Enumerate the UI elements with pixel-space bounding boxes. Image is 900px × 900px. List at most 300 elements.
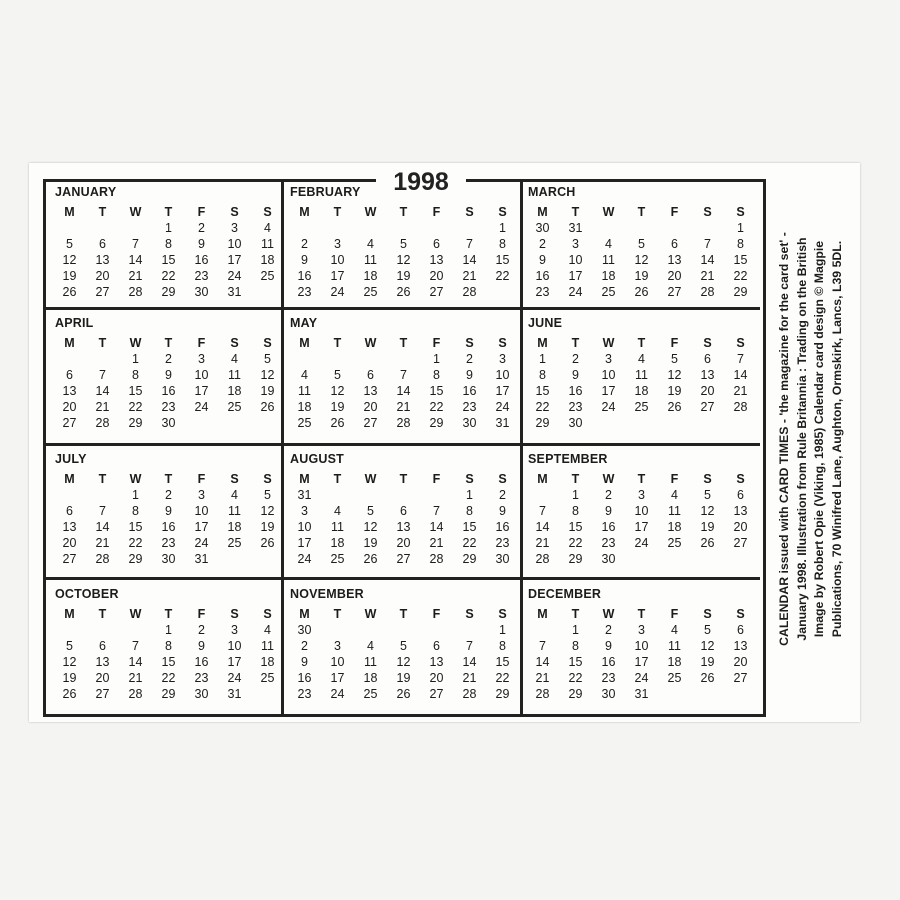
weekday-header: S: [263, 472, 272, 486]
day-cell: 2: [605, 488, 612, 502]
weekday-header: T: [637, 336, 646, 350]
day-cell: 4: [671, 488, 678, 502]
day-cell: 27: [733, 671, 748, 685]
month-name: DECEMBER: [528, 587, 602, 601]
day-cell: 1: [165, 221, 172, 235]
day-cell: 11: [635, 368, 648, 382]
day-cell: 17: [227, 253, 242, 267]
day-cell: 19: [700, 655, 715, 669]
day-cell: [354, 487, 387, 503]
day-cell: 19: [330, 400, 345, 414]
day-cell: 21: [462, 671, 477, 685]
day-cell: 14: [462, 253, 477, 267]
weekday-header: T: [164, 472, 173, 486]
month-name: APRIL: [55, 316, 94, 330]
day-cell: 9: [466, 368, 473, 382]
day-cell: 8: [539, 368, 546, 382]
day-cell: 13: [62, 520, 77, 534]
day-cell: 5: [66, 237, 73, 251]
day-cell: [625, 415, 658, 431]
day-cell: 25: [667, 671, 682, 685]
day-cell: 8: [132, 504, 139, 518]
day-cell: 8: [737, 237, 744, 251]
day-cell: 27: [95, 285, 110, 299]
day-cell: 3: [638, 623, 645, 637]
day-cell: [592, 220, 625, 236]
day-cell: 25: [634, 400, 649, 414]
day-cell: 2: [499, 488, 506, 502]
month-name: NOVEMBER: [290, 587, 364, 601]
day-cell: 8: [165, 639, 172, 653]
day-cell: 22: [568, 536, 583, 550]
day-cell: 7: [466, 639, 473, 653]
day-cell: 17: [634, 655, 649, 669]
day-cell: 31: [227, 285, 242, 299]
day-cell: 26: [330, 416, 345, 430]
day-cell: 15: [161, 253, 176, 267]
day-cell: 18: [667, 520, 682, 534]
day-cell: 11: [261, 639, 274, 653]
day-cell: 30: [297, 623, 312, 637]
month-name: MARCH: [528, 185, 576, 199]
day-cell: 7: [132, 237, 139, 251]
day-cell: 6: [704, 352, 711, 366]
day-cell: 16: [297, 671, 312, 685]
day-cell: [658, 551, 691, 567]
weekday-header: F: [432, 205, 441, 219]
weekday-header: F: [432, 607, 441, 621]
day-cell: 4: [264, 221, 271, 235]
weekday-header: M: [537, 472, 548, 486]
day-cell: 22: [568, 671, 583, 685]
day-cell: 10: [194, 368, 209, 382]
day-cell: 16: [161, 520, 176, 534]
month-may: [288, 316, 518, 444]
day-cell: 5: [264, 352, 271, 366]
day-cell: 28: [396, 416, 411, 430]
weekday-header: T: [98, 472, 107, 486]
weekday-header: F: [197, 205, 206, 219]
day-cell: 9: [301, 253, 308, 267]
day-cell: 2: [301, 237, 308, 251]
day-cell: [288, 220, 321, 236]
day-cell: 14: [95, 520, 110, 534]
day-cell: 12: [62, 655, 77, 669]
day-cell: [691, 220, 724, 236]
day-cell: [53, 351, 86, 367]
day-cell: 12: [62, 253, 77, 267]
day-cell: 29: [128, 552, 143, 566]
day-cell: 19: [634, 269, 649, 283]
day-cell: 21: [128, 269, 143, 283]
day-cell: 20: [62, 400, 77, 414]
day-cell: 17: [227, 655, 242, 669]
day-cell: 3: [198, 352, 205, 366]
day-grid: [288, 606, 519, 702]
day-cell: 13: [429, 655, 444, 669]
weekday-header: T: [571, 336, 580, 350]
day-cell: 17: [634, 520, 649, 534]
day-cell: 25: [601, 285, 616, 299]
weekday-header: T: [399, 336, 408, 350]
day-cell: [691, 551, 724, 567]
day-cell: 25: [297, 416, 312, 430]
day-cell: 9: [198, 237, 205, 251]
day-cell: [119, 220, 152, 236]
day-cell: 17: [601, 384, 616, 398]
day-cell: 14: [535, 655, 550, 669]
day-cell: 6: [66, 504, 73, 518]
month-july: [53, 452, 283, 580]
day-cell: 30: [161, 416, 176, 430]
credit-line: January 1998. Illustration from Rule Britannia : Trading on the British: [794, 237, 809, 641]
weekday-header: S: [230, 205, 239, 219]
weekday-header: T: [571, 205, 580, 219]
day-cell: [251, 551, 284, 567]
day-cell: 28: [128, 687, 143, 701]
day-cell: 29: [128, 416, 143, 430]
day-cell: 2: [165, 488, 172, 502]
day-cell: 9: [605, 504, 612, 518]
day-cell: 7: [433, 504, 440, 518]
day-cell: 30: [535, 221, 550, 235]
day-cell: 11: [298, 384, 311, 398]
day-cell: 9: [165, 368, 172, 382]
day-cell: 19: [396, 269, 411, 283]
day-cell: 15: [495, 655, 510, 669]
day-cell: 29: [568, 552, 583, 566]
day-cell: [321, 351, 354, 367]
day-cell: 4: [638, 352, 645, 366]
day-cell: 15: [161, 655, 176, 669]
day-cell: [420, 622, 453, 638]
day-cell: 2: [198, 623, 205, 637]
day-cell: 14: [733, 368, 748, 382]
day-cell: [53, 220, 86, 236]
day-cell: 28: [462, 687, 477, 701]
weekday-header: W: [129, 336, 142, 350]
day-cell: 15: [733, 253, 748, 267]
day-cell: 27: [733, 536, 748, 550]
weekday-header: F: [670, 205, 679, 219]
day-cell: 19: [62, 269, 77, 283]
day-cell: 30: [601, 687, 616, 701]
day-cell: 29: [733, 285, 748, 299]
weekday-header: F: [197, 472, 206, 486]
day-cell: 24: [227, 269, 242, 283]
day-cell: 20: [396, 536, 411, 550]
day-cell: 27: [62, 416, 77, 430]
day-cell: 4: [367, 639, 374, 653]
weekday-header: M: [299, 205, 310, 219]
day-cell: 23: [535, 285, 550, 299]
day-cell: 23: [194, 671, 209, 685]
day-cell: 25: [260, 269, 275, 283]
day-cell: 12: [667, 368, 682, 382]
day-cell: 26: [634, 285, 649, 299]
weekday-header: T: [333, 607, 342, 621]
day-cell: 4: [231, 488, 238, 502]
day-cell: [420, 487, 453, 503]
weekday-header: T: [98, 607, 107, 621]
weekday-header: S: [465, 205, 474, 219]
day-cell: 6: [737, 623, 744, 637]
weekday-header: M: [64, 607, 75, 621]
day-cell: 4: [367, 237, 374, 251]
month-september: [526, 452, 756, 580]
day-cell: [321, 487, 354, 503]
day-cell: 20: [667, 269, 682, 283]
day-cell: 31: [194, 552, 209, 566]
day-cell: 10: [601, 368, 616, 382]
day-cell: [218, 415, 251, 431]
day-cell: 27: [429, 687, 444, 701]
day-cell: 21: [535, 671, 550, 685]
day-cell: 26: [363, 552, 378, 566]
day-cell: 18: [601, 269, 616, 283]
day-cell: 15: [128, 384, 143, 398]
day-cell: 27: [363, 416, 378, 430]
day-cell: 8: [466, 504, 473, 518]
weekday-header: S: [736, 205, 745, 219]
weekday-header: W: [602, 607, 615, 621]
day-cell: 30: [568, 416, 583, 430]
day-cell: 4: [231, 352, 238, 366]
day-cell: 10: [568, 253, 583, 267]
day-cell: 26: [260, 400, 275, 414]
day-cell: 31: [634, 687, 649, 701]
credit-line: Image by Robert Opie (Viking, 1985) Calendar card design © Magpie: [812, 240, 826, 638]
day-cell: 19: [363, 536, 378, 550]
day-cell: 6: [99, 639, 106, 653]
day-cell: 23: [495, 536, 510, 550]
day-cell: 15: [495, 253, 510, 267]
day-cell: 15: [462, 520, 477, 534]
day-cell: 15: [568, 520, 583, 534]
day-cell: 16: [297, 269, 312, 283]
day-cell: 8: [572, 504, 579, 518]
weekday-header: T: [333, 336, 342, 350]
day-cell: 10: [330, 655, 345, 669]
day-cell: 30: [161, 552, 176, 566]
day-cell: 31: [227, 687, 242, 701]
day-cell: [86, 220, 119, 236]
day-cell: 16: [535, 269, 550, 283]
day-cell: 8: [132, 368, 139, 382]
day-cell: 13: [363, 384, 378, 398]
day-cell: 8: [499, 237, 506, 251]
day-cell: [453, 622, 486, 638]
day-cell: [53, 487, 86, 503]
weekday-header: S: [498, 607, 507, 621]
day-cell: 10: [227, 237, 242, 251]
day-cell: 30: [194, 285, 209, 299]
day-cell: 26: [667, 400, 682, 414]
day-cell: 31: [495, 416, 510, 430]
day-cell: 12: [396, 253, 411, 267]
day-cell: 7: [99, 368, 106, 382]
day-cell: [387, 622, 420, 638]
day-cell: 5: [66, 639, 73, 653]
weekday-header: S: [230, 472, 239, 486]
day-cell: 5: [704, 623, 711, 637]
day-cell: [625, 551, 658, 567]
day-cell: 23: [601, 536, 616, 550]
day-cell: 22: [495, 269, 510, 283]
day-cell: 9: [499, 504, 506, 518]
day-cell: [185, 415, 218, 431]
day-cell: 10: [330, 253, 345, 267]
day-cell: 28: [95, 416, 110, 430]
day-cell: [420, 220, 453, 236]
day-cell: [453, 220, 486, 236]
day-cell: 21: [733, 384, 748, 398]
day-cell: 18: [667, 655, 682, 669]
day-cell: 21: [396, 400, 411, 414]
day-cell: 24: [330, 687, 345, 701]
day-cell: 12: [330, 384, 345, 398]
month-august: [288, 452, 518, 580]
weekday-header: S: [703, 607, 712, 621]
weekday-header: T: [571, 607, 580, 621]
day-cell: 14: [462, 655, 477, 669]
day-cell: 13: [733, 504, 748, 518]
day-cell: [658, 686, 691, 702]
weekday-header: T: [637, 607, 646, 621]
day-cell: 19: [62, 671, 77, 685]
day-cell: 7: [466, 237, 473, 251]
day-cell: 12: [700, 504, 715, 518]
day-cell: 22: [495, 671, 510, 685]
day-cell: 16: [568, 384, 583, 398]
calendar-year: 1998: [376, 166, 466, 198]
day-cell: 24: [601, 400, 616, 414]
day-cell: 21: [95, 400, 110, 414]
weekday-header: T: [98, 205, 107, 219]
day-cell: 12: [363, 520, 378, 534]
day-cell: 23: [601, 671, 616, 685]
day-cell: 11: [228, 368, 241, 382]
day-cell: 17: [330, 671, 345, 685]
day-cell: 13: [429, 253, 444, 267]
day-cell: 28: [535, 552, 550, 566]
day-cell: 28: [128, 285, 143, 299]
weekday-header: T: [399, 607, 408, 621]
day-cell: 16: [462, 384, 477, 398]
day-cell: 10: [194, 504, 209, 518]
weekday-header: T: [333, 472, 342, 486]
day-cell: 3: [572, 237, 579, 251]
day-cell: 8: [572, 639, 579, 653]
day-cell: 26: [396, 285, 411, 299]
day-cell: 6: [433, 237, 440, 251]
day-grid: [288, 335, 519, 431]
day-cell: [53, 622, 86, 638]
day-cell: 29: [161, 285, 176, 299]
weekday-header: T: [399, 472, 408, 486]
day-cell: [288, 351, 321, 367]
day-cell: [354, 220, 387, 236]
weekday-header: S: [703, 472, 712, 486]
weekday-header: S: [498, 336, 507, 350]
month-name: JULY: [55, 452, 87, 466]
month-name: AUGUST: [290, 452, 344, 466]
day-cell: 16: [495, 520, 510, 534]
day-cell: 25: [363, 285, 378, 299]
day-cell: 29: [535, 416, 550, 430]
day-cell: 10: [634, 504, 649, 518]
day-cell: 25: [260, 671, 275, 685]
day-cell: 21: [429, 536, 444, 550]
day-cell: 12: [700, 639, 715, 653]
day-cell: 28: [462, 285, 477, 299]
day-cell: 3: [231, 623, 238, 637]
day-cell: 10: [297, 520, 312, 534]
day-cell: 7: [99, 504, 106, 518]
day-cell: 24: [634, 536, 649, 550]
day-cell: 7: [539, 639, 546, 653]
day-cell: [387, 220, 420, 236]
weekday-header: W: [364, 336, 377, 350]
day-cell: 26: [260, 536, 275, 550]
day-cell: 3: [334, 639, 341, 653]
weekday-header: S: [230, 336, 239, 350]
day-cell: 7: [737, 352, 744, 366]
day-cell: 25: [227, 400, 242, 414]
day-cell: 21: [535, 536, 550, 550]
day-cell: 9: [198, 639, 205, 653]
weekday-header: W: [602, 472, 615, 486]
day-cell: 31: [568, 221, 583, 235]
day-cell: 1: [572, 623, 579, 637]
day-cell: 30: [495, 552, 510, 566]
day-cell: 6: [400, 504, 407, 518]
day-cell: 13: [667, 253, 682, 267]
day-cell: 24: [634, 671, 649, 685]
weekday-header: F: [197, 607, 206, 621]
day-cell: 14: [396, 384, 411, 398]
day-cell: 6: [66, 368, 73, 382]
day-cell: 1: [737, 221, 744, 235]
day-cell: 16: [601, 655, 616, 669]
day-cell: [691, 415, 724, 431]
day-cell: 1: [499, 623, 506, 637]
day-cell: 22: [128, 536, 143, 550]
day-cell: 2: [539, 237, 546, 251]
month-name: MAY: [290, 316, 318, 330]
day-cell: 9: [572, 368, 579, 382]
day-cell: 7: [132, 639, 139, 653]
day-cell: [354, 351, 387, 367]
day-grid: [526, 335, 757, 431]
month-name: JUNE: [528, 316, 563, 330]
day-cell: 17: [330, 269, 345, 283]
day-cell: 30: [462, 416, 477, 430]
weekday-header: S: [703, 336, 712, 350]
day-cell: 27: [429, 285, 444, 299]
day-cell: 21: [128, 671, 143, 685]
weekday-header: M: [299, 472, 310, 486]
day-cell: 18: [227, 520, 242, 534]
day-cell: 26: [62, 285, 77, 299]
day-cell: 2: [301, 639, 308, 653]
publisher-credit: [776, 169, 846, 709]
day-cell: 24: [194, 536, 209, 550]
weekday-header: T: [98, 336, 107, 350]
day-cell: 11: [261, 237, 274, 251]
day-cell: 20: [62, 536, 77, 550]
day-cell: 1: [132, 352, 139, 366]
